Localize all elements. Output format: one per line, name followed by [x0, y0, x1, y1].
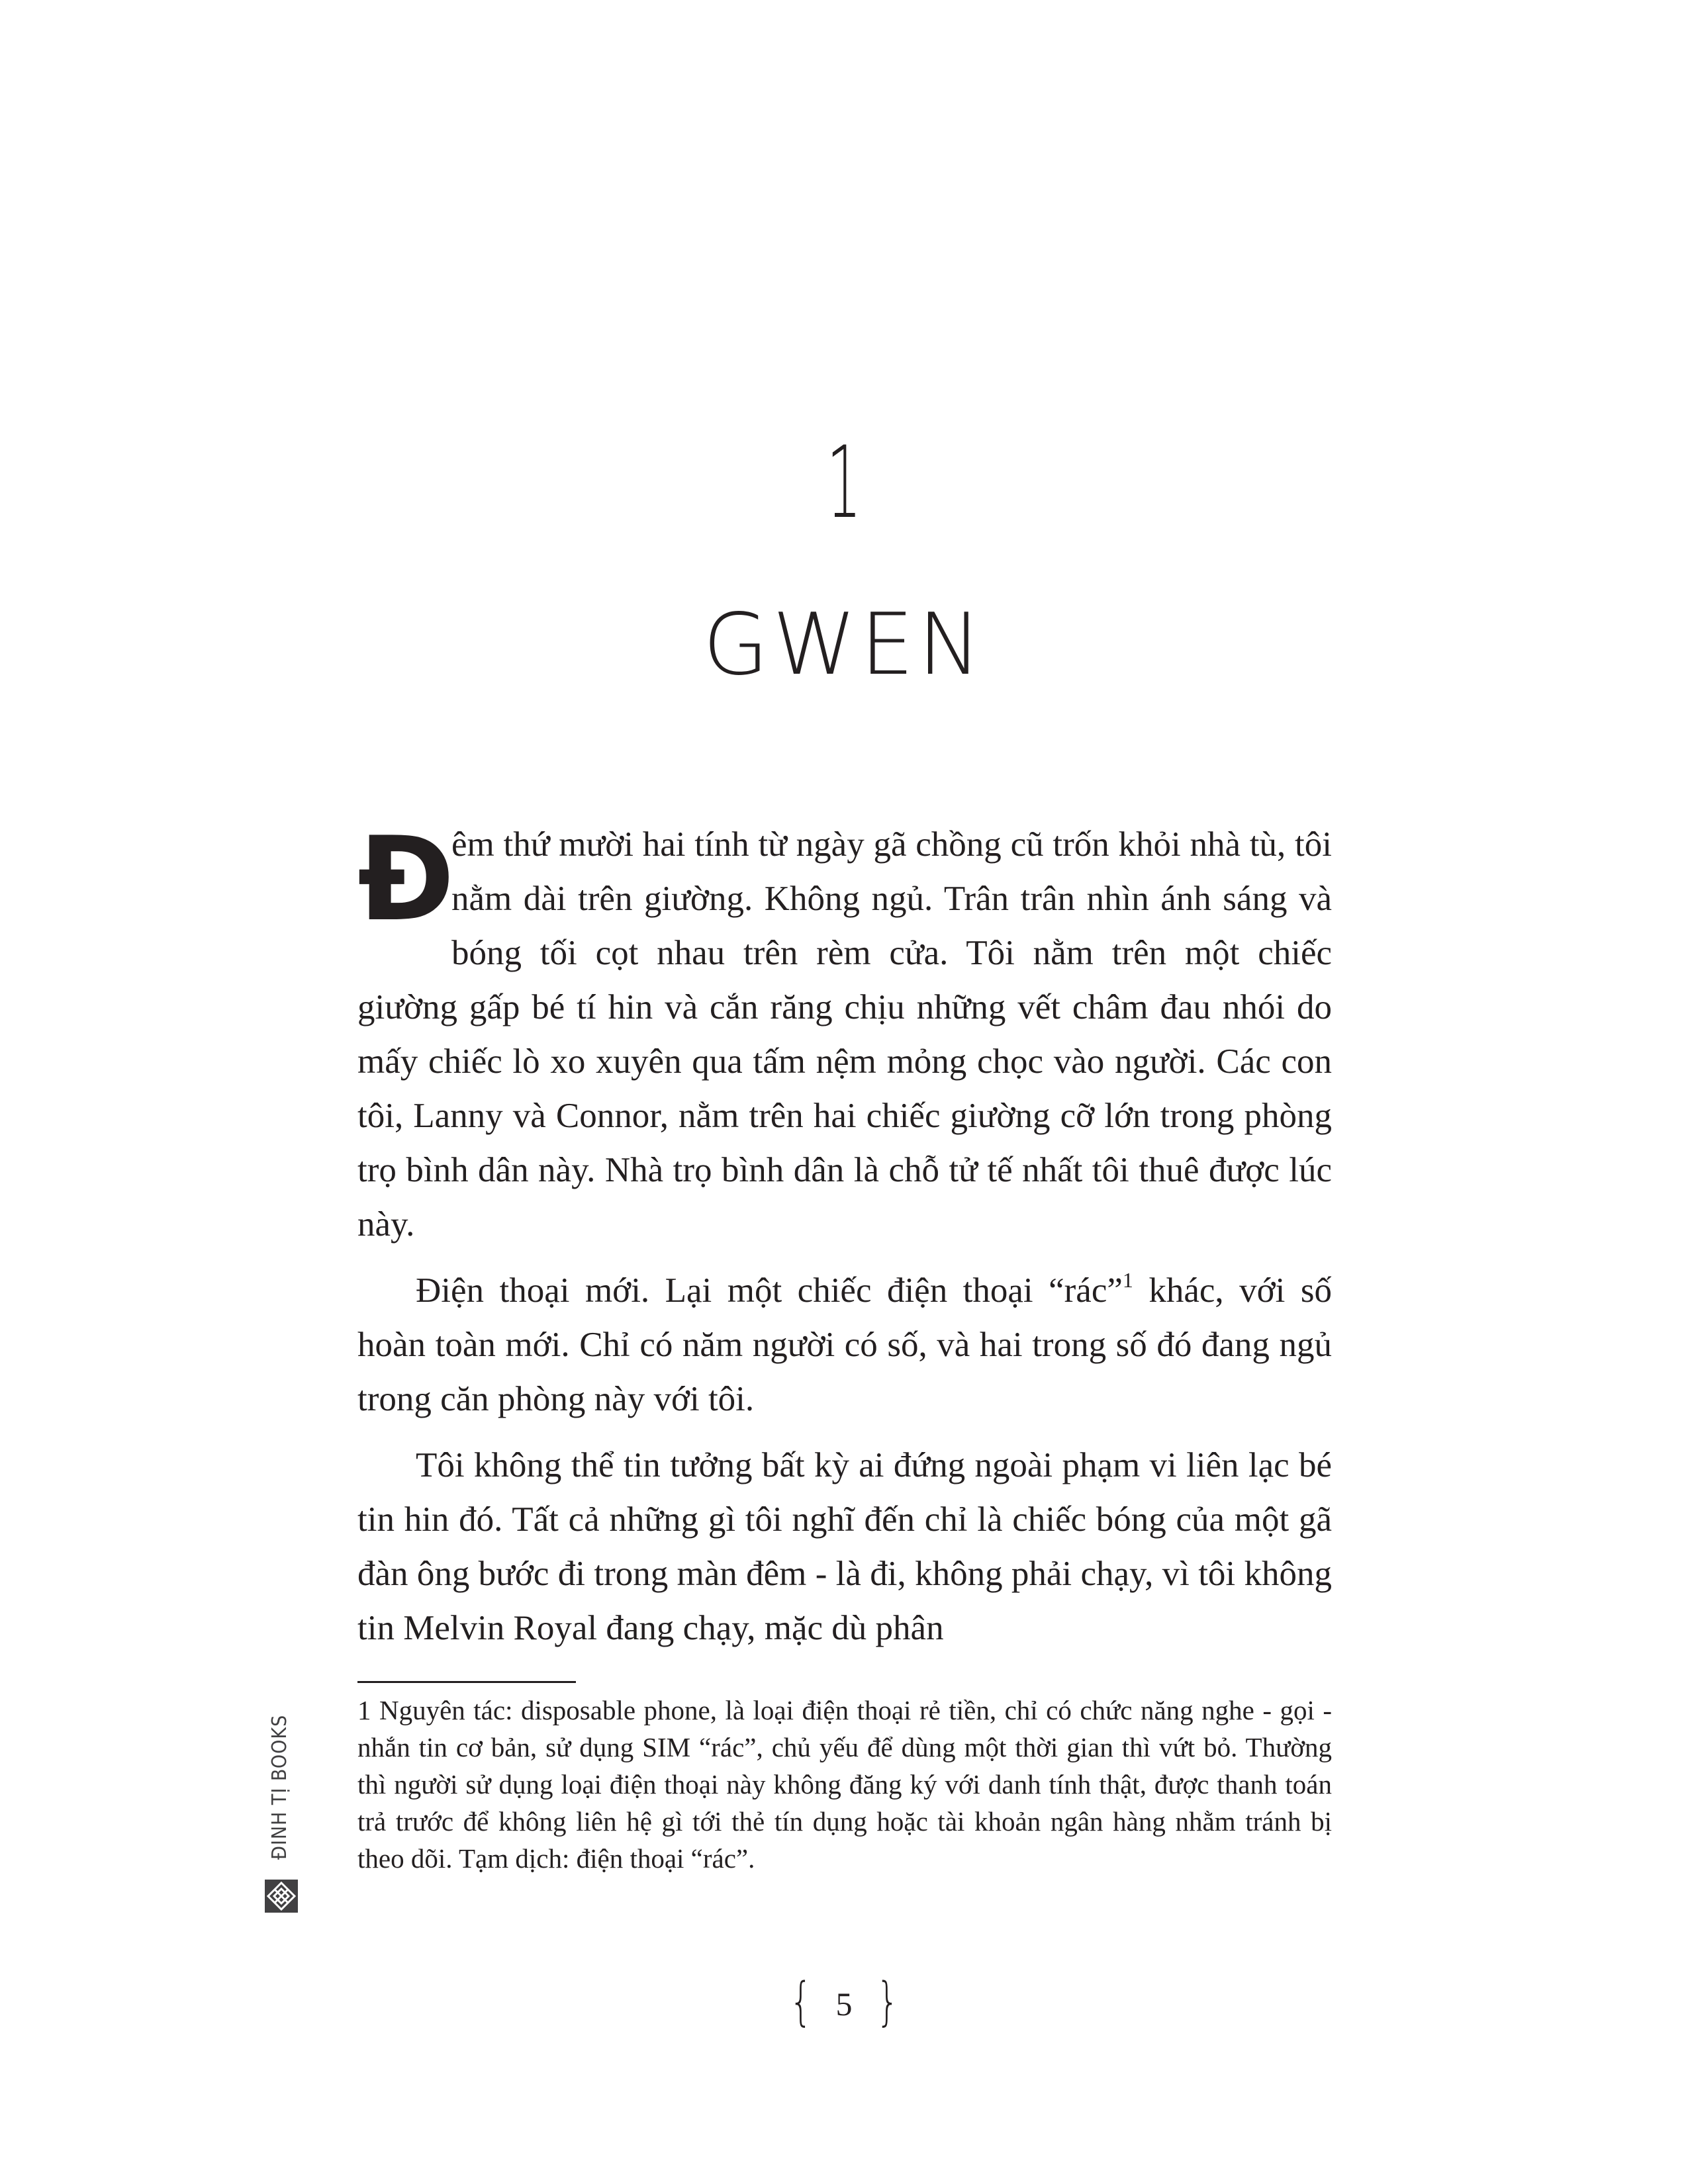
- paragraph-2-text-after: khác, với số hoàn toàn mới. Chỉ có năm người có số, và hai trong số đó đang ngủ trong căn phòng này với tôi.: [357, 1271, 1332, 1418]
- page-brace-open: {: [789, 1972, 813, 2032]
- chapter-body: [357, 813, 1332, 1667]
- footnote-reference[interactable]: 1: [1122, 1268, 1133, 1292]
- drop-cap: Đ: [357, 813, 455, 947]
- chapter-title: GWEN: [702, 596, 986, 694]
- paragraph-3: Tôi không thể tin tưởng bất kỳ ai đứng ngoài phạm vi liên lạc bé tin hin đó. Tất cả những gì tôi nghĩ đến chỉ là chiếc bóng của một gã đàn ông bước đi trong màn đêm - là đi, không phải chạy, vì tôi không tin Melvin Royal đang chạy, mặc dù phân: [357, 1446, 1332, 1647]
- paragraph-1-text: êm thứ mười hai tính từ ngày gã chồng cũ trốn khỏi nhà tù, tôi nằm dài trên giường. Không ngủ. Trân trân nhìn ánh sáng và bóng tối cọt nhau trên rèm cửa. Tôi nằm trên một chiếc giường gấp bé tí hin và cắn răng chịu những vết châm đau nhói do mấy chiếc lò xo xuyên qua tấm nệm mỏng chọc vào người. Các con tôi, Lanny và Connor, nằm trên hai chiếc giường cỡ lớn trong phòng trọ bình dân này. Nhà trọ bình dân là chỗ tử tế nhất tôi thuê được lúc này.: [357, 825, 1332, 1244]
- publisher-mark: [265, 1714, 298, 1913]
- paragraph-2: [357, 1263, 1332, 1426]
- dinh-ti-diamond-logo-icon: [265, 1880, 298, 1913]
- footnote-divider: [357, 1681, 576, 1683]
- page-number: [0, 1972, 1688, 2032]
- page-number-value: 5: [835, 1985, 853, 2023]
- publisher-brand: ĐINH TỊ BOOKS: [268, 1714, 291, 1860]
- paragraph-2-text-before: Điện thoại mới. Lại một chiếc điện thoại “rác”: [416, 1271, 1123, 1310]
- paragraph-1: [357, 813, 1332, 1251]
- footnote: 1 Nguyên tác: disposable phone, là loại điện thoại rẻ tiền, chỉ có chức năng nghe - gọi - nhắn tin cơ bản, sử dụng SIM “rác”, chủ yếu để dùng một thời gian thì vứt bỏ. Thường thì người sử dụng loại điện thoại này không đăng ký với danh tính thật, được thanh toán trả trước để không liên hệ gì tới thẻ tín dụng hoặc tài khoản ngân hàng nhằm tránh bị theo dõi. Tạm dịch: điện thoại “rác”.: [357, 1695, 1332, 1874]
- chapter-number: 1: [826, 426, 862, 541]
- page-brace-close: }: [875, 1972, 899, 2032]
